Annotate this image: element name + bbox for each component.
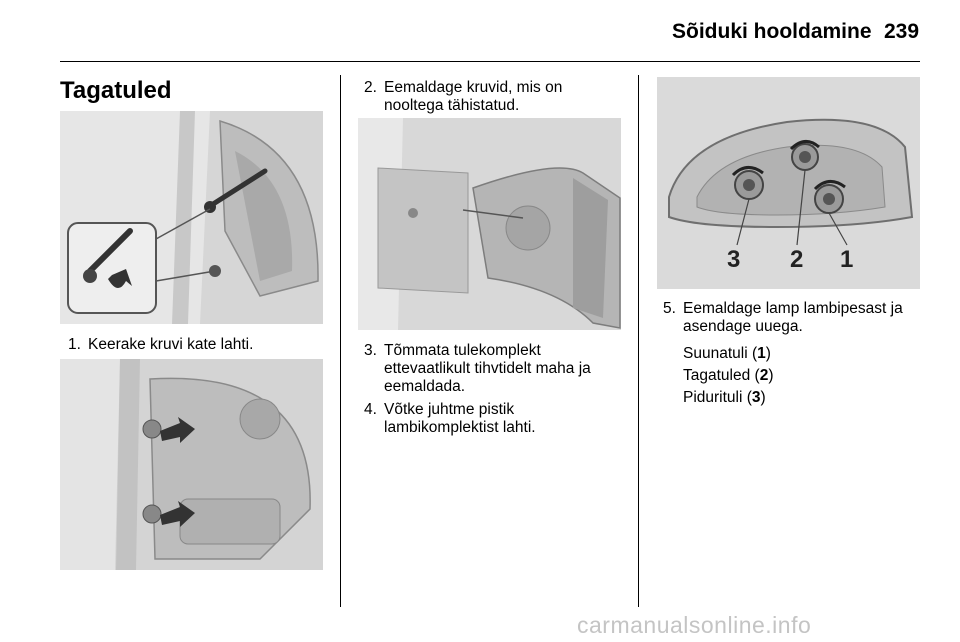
column-divider-right	[638, 75, 639, 607]
step-text-line-1: Eemaldage kruvid, mis on	[384, 79, 563, 96]
step-text-line-2: lambikomplektist lahti.	[384, 419, 536, 436]
step-5	[663, 300, 933, 336]
column-divider-left	[340, 75, 341, 607]
figure-remove-screws	[60, 359, 323, 570]
step-number: 2.	[364, 79, 377, 96]
lamp-number: 3	[751, 389, 761, 406]
lamp-name: Tagatuled (	[683, 367, 760, 384]
header-title: Sõiduki hooldamine	[672, 20, 872, 43]
step-text: Keerake kruvi kate lahti.	[88, 336, 254, 353]
step-number: 3.	[364, 342, 377, 359]
lamp-close: )	[768, 367, 774, 384]
step-number: 4.	[364, 401, 377, 418]
lamp-close: )	[760, 389, 766, 406]
step-number: 1.	[68, 336, 81, 353]
step-text-line-2: ettevaatlikult tihvtidelt maha ja	[384, 360, 591, 377]
page-number: 239	[884, 20, 920, 43]
step-text-line-3: eemaldada.	[384, 378, 466, 395]
step-2	[364, 79, 634, 115]
lamp-close: )	[765, 345, 771, 362]
step-1	[68, 336, 330, 354]
header-divider	[60, 61, 920, 62]
figure-pull-off-assembly	[358, 118, 621, 330]
figure-label-2: 2	[790, 246, 804, 273]
step-text-line-1: Tõmmata tulekomplekt	[384, 342, 541, 359]
figure-lamp-positions	[657, 77, 920, 289]
lamp-name: Suunatuli (	[683, 345, 758, 362]
figure-label-3: 3	[727, 246, 741, 273]
step-text-line-2: asendage uuega.	[683, 318, 803, 335]
step-3	[364, 342, 634, 396]
step-4	[364, 401, 634, 437]
figure-screw-cover	[60, 111, 323, 324]
figure-label-1: 1	[840, 246, 854, 273]
step-text-line-1: Eemaldage lamp lambipesast ja	[683, 300, 903, 317]
step-text-line-1: Võtke juhtme pistik	[384, 401, 515, 418]
lamp-number: 2	[759, 367, 769, 384]
section-title: Tagatuled	[60, 77, 172, 104]
lamp-turn-signal	[683, 345, 771, 363]
lamp-brake-light	[683, 389, 766, 407]
lamp-number: 1	[757, 345, 766, 362]
step-text-line-2: nooltega tähistatud.	[384, 97, 520, 114]
lamp-tail-light	[683, 367, 774, 385]
step-number: 5.	[663, 300, 676, 317]
footer-watermark[interactable]: carmanualsonline.info	[577, 612, 812, 638]
lamp-name: Pidurituli (	[683, 389, 752, 406]
